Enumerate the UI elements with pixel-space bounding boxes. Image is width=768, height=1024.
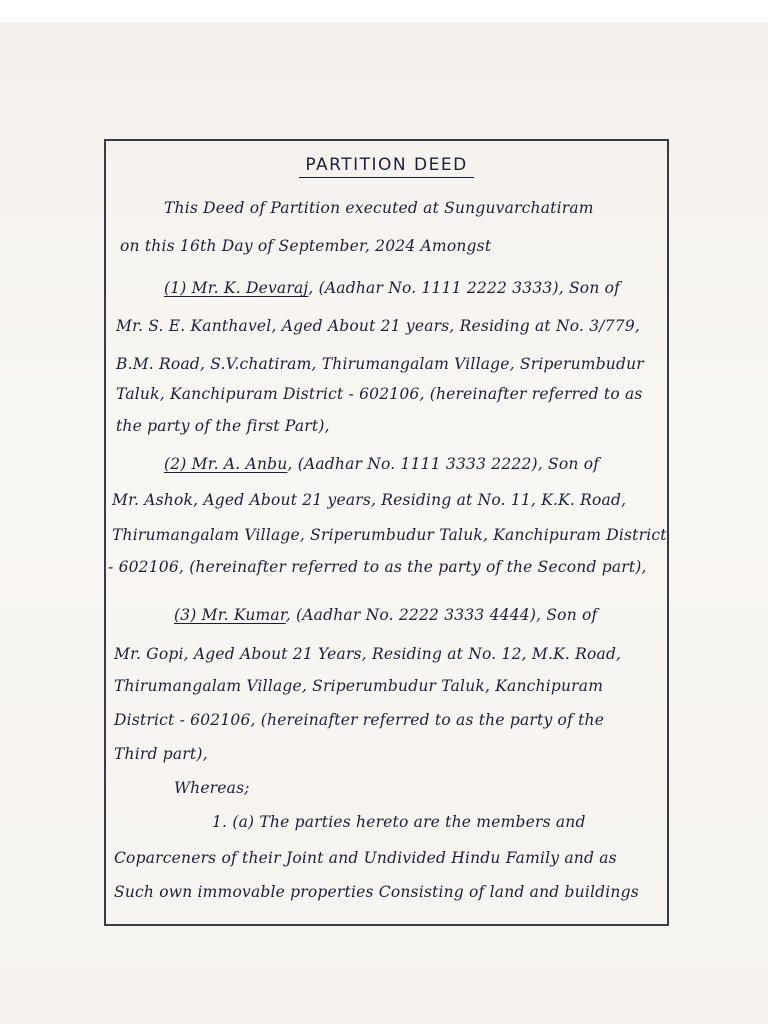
party3-line-2: Mr. Gopi, Aged About 21 Years, Residing at No. 12, M.K. Road, [114, 645, 622, 663]
party1-line-5: the party of the first Part), [116, 417, 330, 435]
party1-line-3: B.M. Road, S.V.chatiram, Thirumangalam Village, Sriperumbudur [116, 355, 644, 373]
clause1-line-2: Coparceners of their Joint and Undivided Hindu Family and as [114, 849, 617, 867]
document-frame [104, 139, 669, 926]
party2-line-3: Thirumangalam Village, Sriperumbudur Taluk, Kanchipuram District [112, 526, 667, 544]
party3-line-4: District - 602106, (hereinafter referred to as the party of the [114, 711, 605, 729]
clause1-line-1: 1. (a) The parties hereto are the members and [212, 813, 586, 831]
party3-line-5: Third part), [114, 745, 208, 763]
party2-line-4: - 602106, (hereinafter referred to as the party of the Second part), [108, 558, 647, 576]
party1-first-line [164, 279, 667, 297]
party2-line-2: Mr. Ashok, Aged About 21 years, Residing at No. 11, K.K. Road, [112, 491, 627, 509]
party2-line-1: , (Aadhar No. 1111 3333 2222), Son of [287, 455, 600, 473]
paper-page [0, 22, 768, 1024]
intro-line-2: on this 16th Day of September, 2024 Amongst [120, 237, 492, 255]
party1-line-2: Mr. S. E. Kanthavel, Aged About 21 years, Residing at No. 3/779, [116, 317, 641, 335]
clause1-line-3: Such own immovable properties Consisting of land and buildings [114, 883, 639, 901]
party1-label: (1) Mr. K. Devaraj [164, 279, 309, 297]
party1-line-1: , (Aadhar No. 1111 2222 3333), Son of [308, 279, 621, 297]
document-title: PARTITION DEED [106, 155, 667, 175]
intro-line-1: This Deed of Partition executed at Sunguvarchatiram [164, 199, 594, 217]
party3-line-3: Thirumangalam Village, Sriperumbudur Taluk, Kanchipuram [114, 677, 604, 695]
party2-label: (2) Mr. A. Anbu [164, 455, 288, 473]
party3-label: (3) Mr. Kumar [174, 606, 286, 624]
party3-first-line [174, 606, 667, 624]
party1-line-4: Taluk, Kanchipuram District - 602106, (hereinafter referred to as [116, 385, 643, 403]
party2-first-line [164, 455, 667, 473]
party3-line-1: , (Aadhar No. 2222 3333 4444), Son of [285, 606, 598, 624]
whereas-heading: Whereas; [174, 779, 250, 797]
